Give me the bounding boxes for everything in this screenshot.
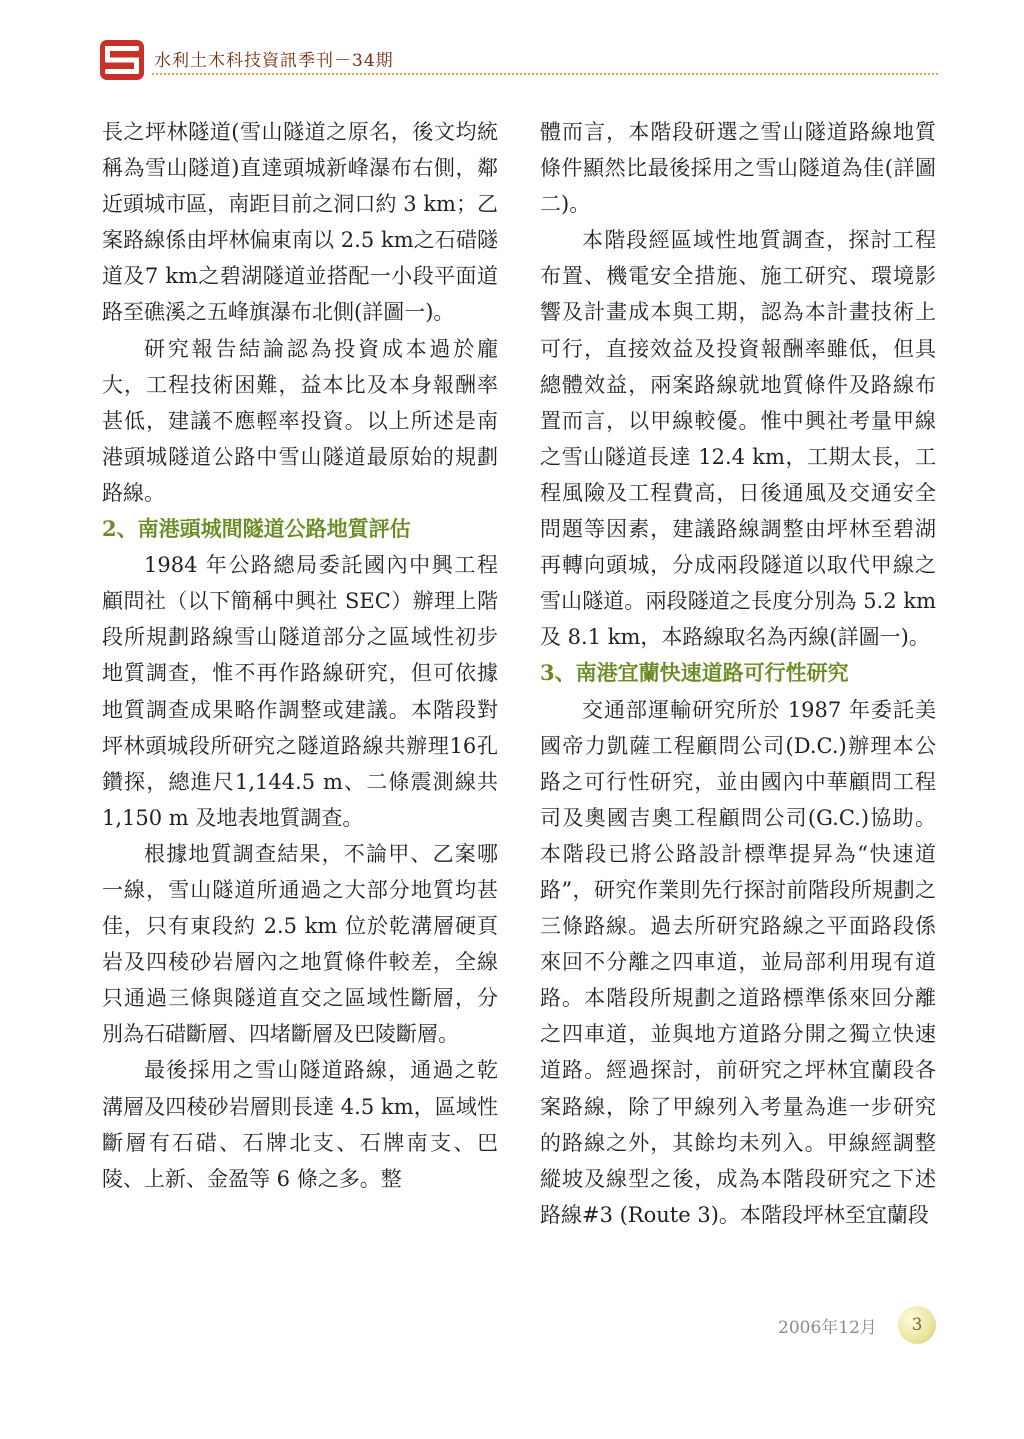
section-heading: 3、南港宜蘭快速道路可行性研究	[540, 660, 849, 686]
issue-date: 2006年12月	[778, 1318, 877, 1338]
section-heading: 2、南港頭城間隧道公路地質評估	[102, 516, 411, 542]
journal-title: 水利土木科技資訊季刊－34期	[154, 51, 394, 71]
paragraph: 根據地質調查結果，不論甲、乙案哪一線，雪山隧道所通過之大部分地質均甚佳，只有東段約 2.5 km 位於乾溝層硬頁岩及四稜砂岩層內之地質條件較差，全線只通過三條與隧道直交之區域性斷層，分別為石碏斷層、四堵斷層及巴陵斷層。	[102, 841, 498, 1047]
journal-logo-icon	[100, 40, 144, 80]
left-column	[102, 114, 498, 1197]
paragraph: 本階段經區域性地質調查，探討工程布置、機電安全措施、施工研究、環境影響及計畫成本與工期，認為本計畫技術上可行，直接效益及投資報酬率雖低，但具總體效益，兩案路線就地質條件及路線布置而言，以甲線較優。惟中興社考量甲線之雪山隧道長達 12.4 km，工期太長，工程風險及工程費高，日後通風及交通安全問題等因素，建議路線調整由坪林至碧湖再轉向頭城，分成兩段隧道以取代甲線之雪山隧道。兩段隧道之長度分別為 5.2 km 及 8.1 km，本路線取名為丙線(詳圖一)。	[540, 228, 936, 650]
paragraph: 1984 年公路總局委託國內中興工程顧問社（以下簡稱中興社 SEC）辦理上階段所規劃路線雪山隧道部分之區域性初步地質調查，惟不再作路線研究，但可依據地質調查成果略作調整或建議。本階段對坪林頭城段所研究之隧道路線共辦理16孔鑽探，總進尺1,144.5 m、二條震測線共 1,150 m 及地表地質調查。	[102, 553, 498, 830]
paragraph: 交通部運輸研究所於 1987 年委託美國帝力凱薩工程顧問公司(D.C.)辦理本公路之可行性研究，並由國內中華顧問工程司及奧國吉奧工程顧問公司(G.C.)協助。本階段已將公路設計標準提昇為“快速道路”，研究作業則先行探討前階段所規劃之三條路線。過去所研究路線之平面路段係來回不分離之四車道，並局部利用現有道路。本階段所規劃之道路標準係來回分離之四車道，並與地方道路分開之獨立快速道路。經過探討，前研究之坪林宜蘭段各案路線，除了甲線列入考量為進一步研究的路線之外，其餘均未列入。甲線經調整縱坡及線型之後，成為本階段研究之下述路線#3 (Route 3)。本階段坪林至宜蘭段	[540, 697, 936, 1227]
paragraph: 體而言，本階段研選之雪山隧道路線地質條件顯然比最後採用之雪山隧道為佳(詳圖二)。	[540, 120, 936, 217]
page-number-badge: 3	[898, 1306, 936, 1344]
page-header	[100, 40, 940, 84]
paragraph: 最後採用之雪山隧道路線，通過之乾溝層及四稜砂岩層則長達 4.5 km，區域性斷層有石碏、石牌北支、石牌南支、巴陵、上新、金盈等 6 條之多。整	[102, 1058, 498, 1191]
paragraph: 研究報告結論認為投資成本過於龐大，工程技術困難，益本比及本身報酬率甚低，建議不應輕率投資。以上所述是南港頭城隧道公路中雪山隧道最原始的規劃路線。	[102, 336, 498, 505]
header-dotted-rule	[152, 73, 938, 75]
paragraph: 長之坪林隧道(雪山隧道之原名，後文均統稱為雪山隧道)直達頭城新峰瀑布右側，鄰近頭城市區，南距目前之洞口約 3 km；乙案路線係由坪林偏東南以 2.5 km之石碏隧道及7 km之碧湖隧道並搭配一小段平面道路至礁溪之五峰旗瀑布北側(詳圖一)。	[102, 120, 498, 325]
right-column	[540, 114, 936, 1233]
